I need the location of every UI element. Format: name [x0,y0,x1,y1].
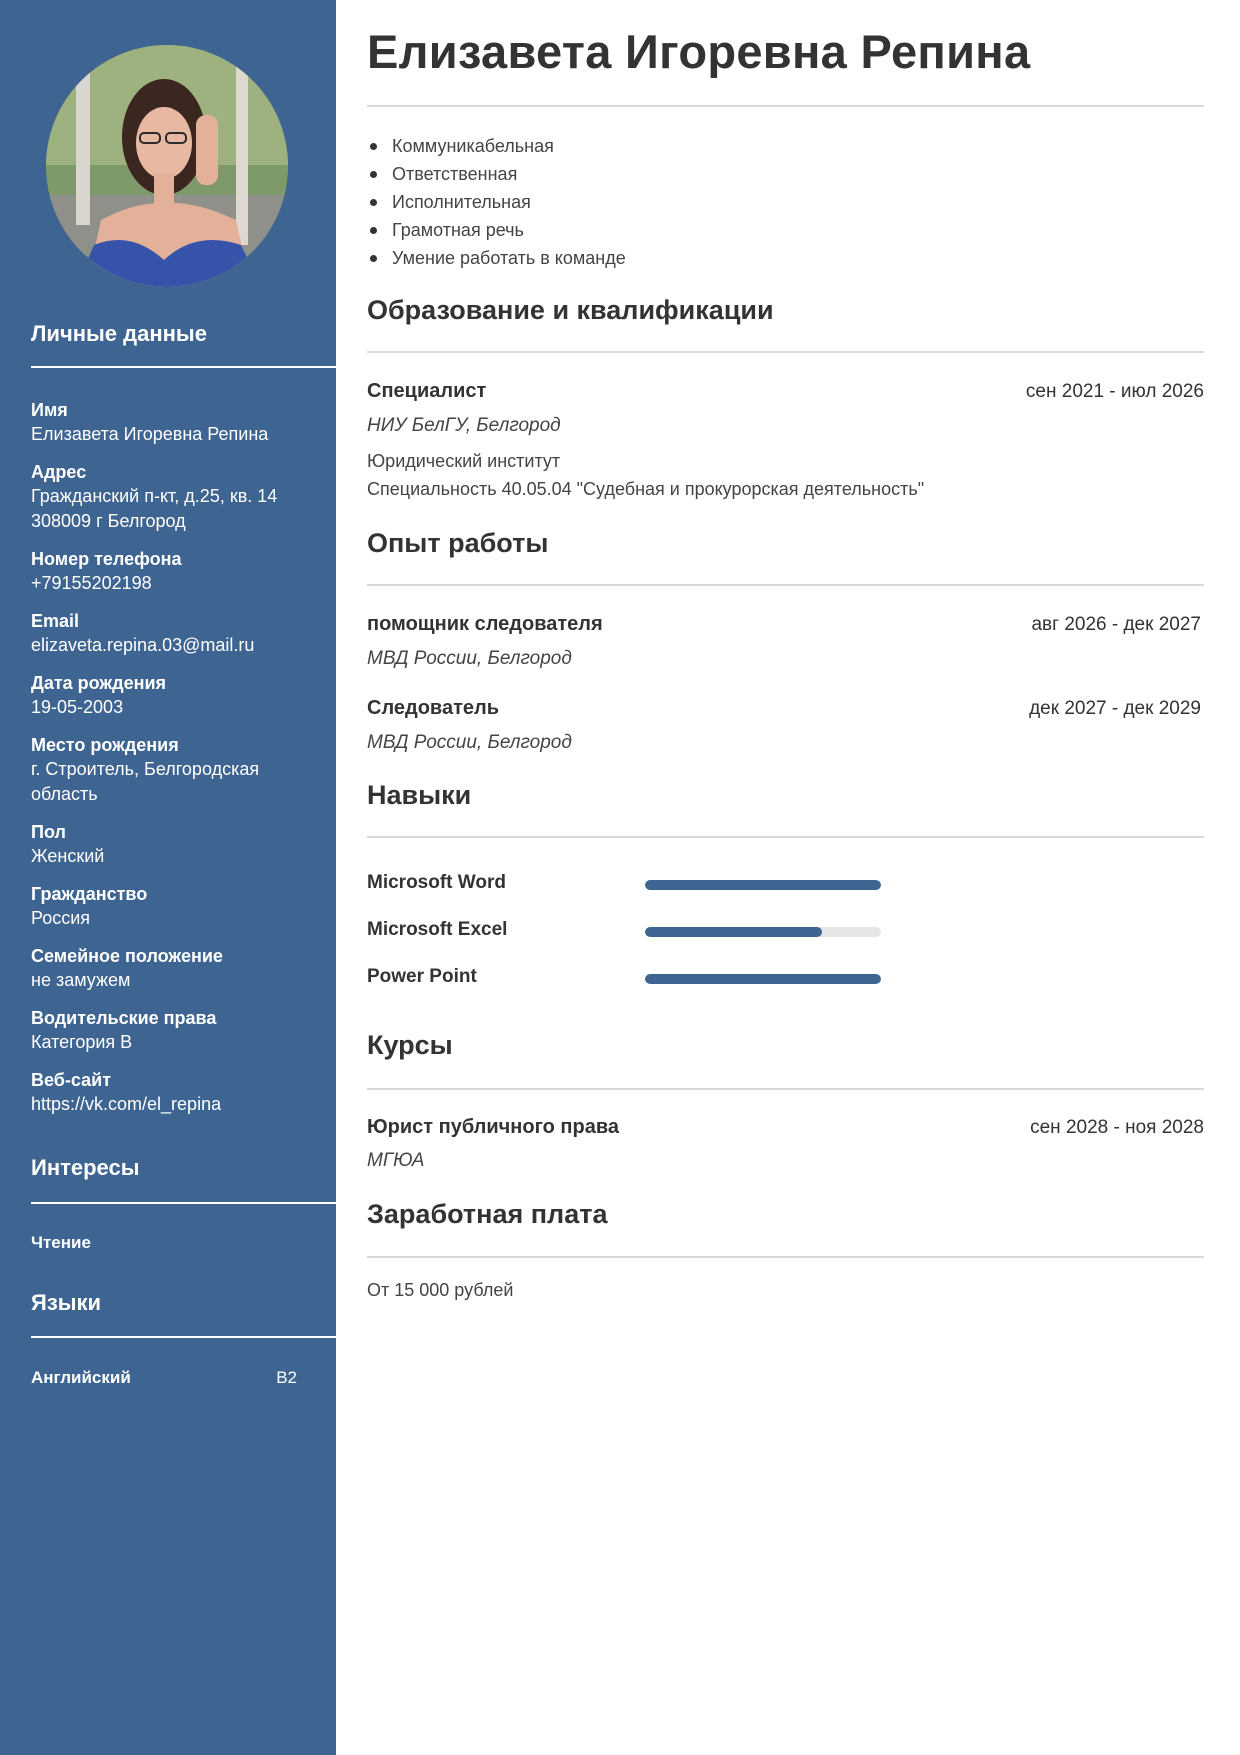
bullet-icon [370,143,377,150]
skill-name: Power Point [367,966,477,987]
language-row [31,1368,297,1388]
personal-label: Имя [31,400,68,420]
education-divider [367,351,1204,353]
education-detail: Юридический институт [367,451,561,471]
personal-value: Женский [31,846,105,866]
list-item [367,216,626,244]
personal-label: Email [31,611,80,631]
interest-item: Чтение [31,1233,91,1252]
education-title: Специалист [367,380,487,402]
bullet-icon [370,227,377,234]
personal-value: Россия [31,908,91,928]
personal-item-gender [31,820,321,869]
courses-divider [367,1088,1204,1090]
personal-item-name [31,398,321,447]
course-date: сен 2028 - ноя 2028 [1030,1117,1204,1138]
personal-item-website [31,1068,321,1117]
phone-link[interactable]: +79155202198 [31,573,152,593]
skill-bar [645,974,881,984]
bullet-icon [370,199,377,206]
experience-heading: Опыт работы [367,528,549,558]
quality-text: Исполнительная [392,192,531,212]
personal-item-marital [31,944,321,993]
avatar [46,45,288,287]
courses-heading: Курсы [367,1030,453,1060]
personal-label: Гражданство [31,884,148,904]
page-title: Елизавета Игоревна Репина [367,25,1031,78]
experience-divider [367,584,1204,586]
personal-item-address [31,460,321,534]
education-date: сен 2021 - июл 2026 [1025,381,1204,402]
salary-heading: Заработная плата [367,1199,608,1229]
personal-item-license [31,1006,321,1055]
list-item [367,244,626,272]
personal-data-list [31,398,321,1130]
personal-label: Адрес [31,462,87,482]
personal-label: Дата рождения [31,673,167,693]
personal-value: не замужем [31,970,131,990]
salary-divider [367,1256,1204,1258]
experience-date: авг 2026 - дек 2027 [1031,614,1201,635]
bullet-icon [370,255,377,262]
skills-heading: Навыки [367,780,472,810]
personal-label: Пол [31,822,66,842]
quality-text: Коммуникабельная [392,136,554,156]
skill-bar-fill [645,927,822,937]
experience-place: МВД России, Белгород [367,648,572,669]
quality-text: Умение работать в команде [392,248,626,268]
languages-divider [31,1336,336,1338]
education-place: НИУ БелГУ, Белгород [367,415,561,436]
education-heading: Образование и квалификации [367,295,774,325]
personal-data-heading: Личные данные [31,321,207,346]
personal-value: Категория B [31,1032,133,1052]
skill-name: Microsoft Word [367,872,506,893]
interests-divider [31,1202,336,1204]
language-level: B2 [276,1368,297,1387]
personal-label: Семейное положение [31,946,223,966]
qualities-list [367,132,626,272]
list-item [367,188,626,216]
experience-place: МВД России, Белгород [367,732,572,753]
skills-divider [367,836,1204,838]
salary-value: От 15 000 рублей [367,1280,514,1300]
personal-label: Веб-сайт [31,1070,112,1090]
list-item [367,160,626,188]
title-divider [367,105,1204,107]
personal-item-phone [31,547,321,596]
main-content [367,0,1204,1755]
personal-item-birthplace [31,733,321,807]
website-link[interactable]: https://vk.com/el_repina [31,1094,222,1114]
bullet-icon [370,171,377,178]
personal-label: Место рождения [31,735,179,755]
personal-value: Елизавета Игоревна Репина [31,424,269,444]
personal-value: 19-05-2003 [31,697,124,717]
language-name: Английский [31,1368,131,1387]
experience-title: помощник следователя [367,613,603,635]
experience-date: дек 2027 - дек 2029 [1029,698,1201,719]
avatar-photo [46,45,288,287]
personal-label: Номер телефона [31,549,182,569]
personal-item-citizenship [31,882,321,931]
skill-bar [645,927,881,937]
course-title: Юрист публичного права [367,1116,619,1138]
quality-text: Грамотная речь [392,220,524,240]
list-item [367,132,626,160]
education-detail: Специальность 40.05.04 "Судебная и прокурорская деятельность" [367,479,925,499]
personal-value: Гражданский п-кт, д.25, кв. 14 308009 г Белгород [31,486,278,531]
experience-title: Следователь [367,697,499,719]
personal-item-email [31,609,321,658]
skill-bar-fill [645,974,881,984]
languages-heading: Языки [31,1290,102,1315]
email-link[interactable]: elizaveta.repina.03@mail.ru [31,635,255,655]
course-place: МГЮА [367,1150,425,1171]
personal-data-divider [31,366,336,368]
interests-heading: Интересы [31,1155,140,1180]
personal-item-birthdate [31,671,321,720]
skill-name: Microsoft Excel [367,919,508,940]
personal-label: Водительские права [31,1008,217,1028]
skill-bar [645,880,881,890]
skill-bar-fill [645,880,881,890]
personal-value: г. Строитель, Белгородская область [31,759,260,804]
sidebar [0,0,336,1755]
quality-text: Ответственная [392,164,518,184]
